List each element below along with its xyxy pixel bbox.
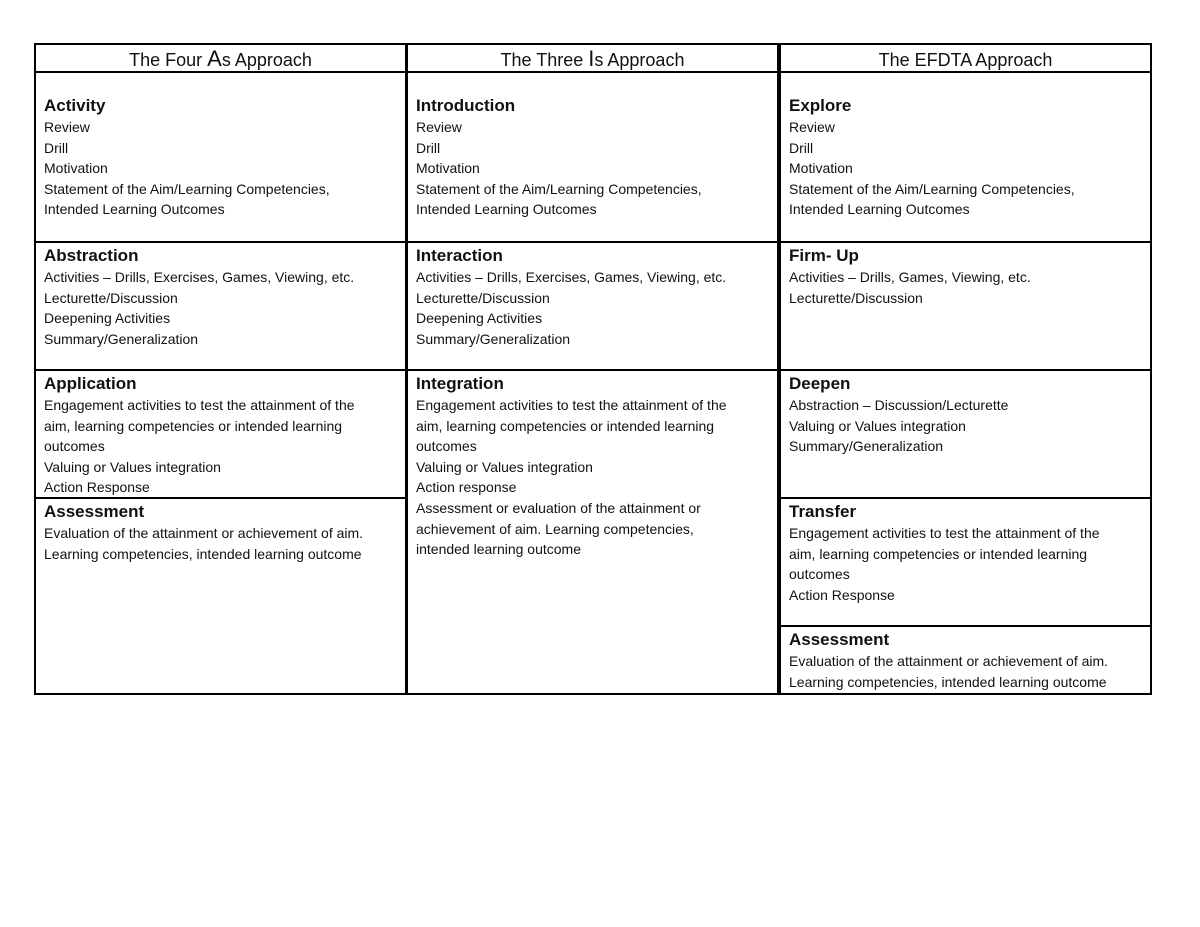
section-line: Assessment or evaluation of the attainment or [416, 499, 701, 516]
section-line: Drill [44, 139, 69, 156]
section-line: Motivation [44, 160, 108, 177]
section-line: Activities – Drills, Exercises, Games, Viewing, etc. [416, 269, 727, 285]
section-line: intended learning outcome [416, 541, 582, 558]
section-title: Interaction [416, 246, 503, 265]
section-cell [34, 369, 407, 499]
section-line: Statement of the Aim/Learning Competencies, [416, 180, 702, 197]
column-three-is [406, 43, 779, 695]
section-line: Evaluation of the attainment or achievement of aim. [789, 653, 1109, 669]
section-line: Engagement activities to test the attainment of the [44, 397, 355, 413]
section-line: Engagement activities to test the attainment of the [416, 397, 727, 413]
section-title: Integration [416, 374, 504, 393]
section-line: Statement of the Aim/Learning Competencies, [789, 180, 1075, 197]
section-cell [34, 497, 407, 695]
section-line: Activities – Drills, Exercises, Games, Viewing, etc. [44, 269, 355, 285]
section-line: Learning competencies, intended learning outcome [44, 545, 362, 562]
section-line: Action Response [44, 479, 150, 496]
column-efdta [779, 43, 1152, 695]
section-line: Summary/Generalization [44, 330, 199, 347]
section-line: Summary/Generalization [416, 330, 571, 347]
section-title: Application [44, 374, 137, 393]
section-title: Activity [44, 96, 106, 115]
section-line: Action Response [789, 586, 895, 603]
section-title: Introduction [416, 96, 516, 115]
section-line: Evaluation of the attainment or achievement of aim. [44, 525, 364, 541]
section-title: Transfer [789, 502, 857, 521]
section-cell [34, 241, 407, 371]
section-line: aim, learning competencies or intended learning [789, 545, 1088, 562]
section-line: Intended Learning Outcomes [44, 201, 225, 218]
section-line: outcomes [44, 438, 105, 455]
section-line: Review [416, 119, 462, 135]
section-line: Motivation [789, 160, 853, 177]
section-title: Deepen [789, 374, 851, 393]
section-line: outcomes [789, 566, 850, 583]
column-header: The EFDTA Approach [779, 43, 1152, 73]
section-line: Drill [416, 139, 441, 156]
section-cell [779, 71, 1152, 243]
section-cell [406, 241, 779, 371]
section-cell [779, 369, 1152, 499]
section-line: Deepening Activities [416, 310, 543, 327]
section-title: Assessment [789, 630, 890, 649]
section-cell [779, 241, 1152, 371]
section-line: Lecturette/Discussion [44, 289, 178, 306]
section-cell [406, 71, 779, 243]
section-line: Abstraction – Discussion/Lecturette [789, 397, 1009, 413]
section-cell [406, 369, 779, 695]
section-line: Valuing or Values integration [44, 458, 221, 475]
section-line: aim, learning competencies or intended learning [44, 417, 343, 434]
section-line: Action response [416, 479, 517, 496]
section-line: Intended Learning Outcomes [789, 201, 970, 218]
section-cell [779, 497, 1152, 627]
section-line: Valuing or Values integration [789, 417, 966, 434]
section-line: Engagement activities to test the attainment of the [789, 525, 1100, 541]
section-title: Abstraction [44, 246, 139, 265]
approach-comparison-table [34, 43, 1152, 695]
section-title: Assessment [44, 502, 145, 521]
section-line: outcomes [416, 438, 477, 455]
section-line: Learning competencies, intended learning outcome [789, 673, 1107, 690]
column-header: The Four As Approach [34, 43, 407, 73]
section-cell [34, 71, 407, 243]
section-line: Motivation [416, 160, 480, 177]
section-line: Lecturette/Discussion [789, 289, 923, 306]
section-line: Summary/Generalization [789, 438, 944, 455]
section-line: aim, learning competencies or intended learning [416, 417, 715, 434]
column-four-as [34, 43, 407, 695]
section-line: Statement of the Aim/Learning Competencies, [44, 180, 330, 197]
section-line: Intended Learning Outcomes [416, 201, 597, 218]
section-line: Lecturette/Discussion [416, 289, 550, 306]
section-line: achievement of aim. Learning competencies, [416, 520, 694, 537]
column-header: The Three Is Approach [406, 43, 779, 73]
section-line: Activities – Drills, Games, Viewing, etc. [789, 269, 1031, 285]
section-line: Deepening Activities [44, 310, 171, 327]
section-line: Review [44, 119, 90, 135]
section-title: Explore [789, 96, 852, 115]
section-cell [779, 625, 1152, 695]
section-line: Review [789, 119, 835, 135]
section-line: Valuing or Values integration [416, 458, 593, 475]
section-title: Firm- Up [789, 246, 859, 265]
section-line: Drill [789, 139, 814, 156]
